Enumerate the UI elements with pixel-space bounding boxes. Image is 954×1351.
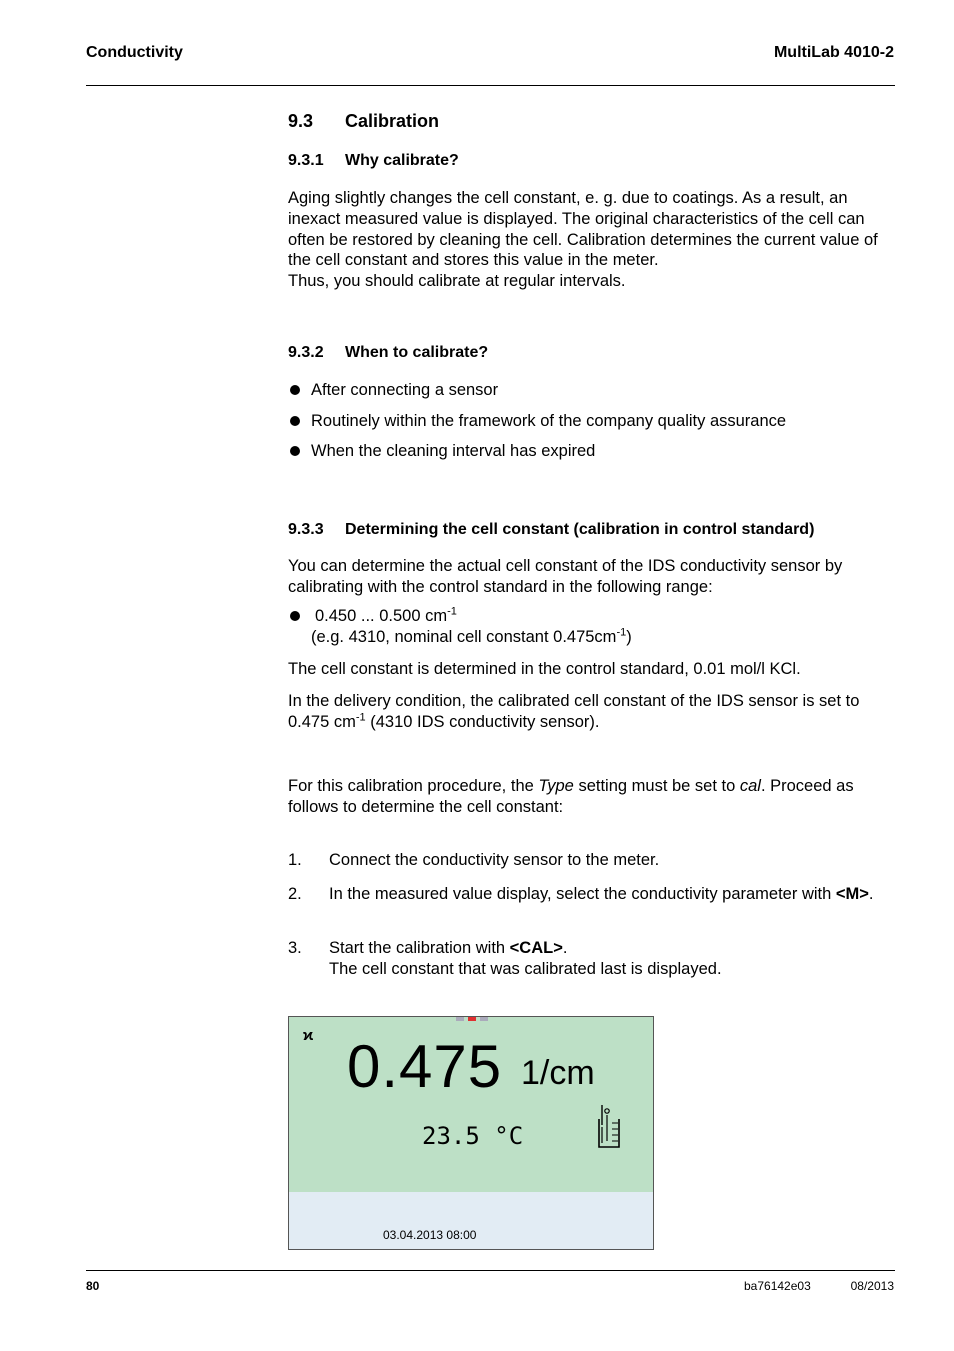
display-measurement-area bbox=[289, 1017, 653, 1192]
section-number: 9.3.3 bbox=[288, 521, 324, 538]
document-date: 08/2013 bbox=[850, 1279, 894, 1293]
bullet-icon bbox=[290, 611, 300, 621]
section-title: When to calibrate? bbox=[345, 344, 489, 361]
section-number: 9.3.2 bbox=[288, 344, 324, 361]
temperature-value: 23.5 °C bbox=[422, 1122, 524, 1150]
footer-rule bbox=[86, 1270, 895, 1271]
section-heading-9-3-1 bbox=[288, 152, 888, 174]
step-item: 2. In the measured value display, select the conductivity parameter with <M>. bbox=[288, 885, 874, 903]
cell-constant-value: 0.475 bbox=[347, 1033, 503, 1100]
meter-display bbox=[288, 1016, 654, 1250]
header-rule bbox=[86, 85, 895, 86]
section-title: Calibration bbox=[345, 111, 440, 131]
running-header-product: MultiLab 4010-2 bbox=[773, 44, 894, 61]
type-setting-paragraph: For this calibration procedure, the Type setting must be set to cal. Proceed as follows to determine the cell constant: bbox=[288, 777, 854, 816]
conductivity-sensor-icon: ϰ bbox=[303, 1027, 314, 1044]
page-number: 80 bbox=[86, 1279, 100, 1293]
section-heading-9-3-3 bbox=[288, 521, 908, 543]
why-calibrate-conclusion: Thus, you should calibrate at regular intervals. bbox=[288, 272, 626, 290]
bullet-icon bbox=[290, 385, 300, 395]
bullet-icon bbox=[290, 446, 300, 456]
running-header-section: Conductivity bbox=[86, 44, 183, 61]
cell-constant-unit: 1/cm bbox=[521, 1054, 595, 1092]
control-standard-paragraph: The cell constant is determined in the control standard, 0.01 mol/l KCl. bbox=[288, 660, 801, 678]
step-item: 3. Start the calibration with <CAL>. The cell constant that was calibrated last is displayed. bbox=[288, 939, 722, 978]
document-number: ba76142e03 bbox=[744, 1279, 811, 1293]
section-number: 9.3.1 bbox=[288, 152, 324, 169]
step-item: 1. Connect the conductivity sensor to the meter. bbox=[288, 851, 660, 869]
active-page-indicator bbox=[468, 1017, 476, 1021]
key-cal: <CAL> bbox=[509, 939, 563, 957]
key-m: <M> bbox=[835, 885, 869, 903]
section-number: 9.3 bbox=[288, 111, 314, 131]
page-indicator bbox=[456, 1017, 488, 1021]
section-heading-9-3-2 bbox=[288, 344, 888, 366]
delivery-condition-paragraph: In the delivery condition, the calibrated cell constant of the IDS sensor is set to 0.475 $cm^{-1}$ (4310 IDS conductivity sensor). bbox=[288, 692, 860, 731]
why-calibrate-paragraph: Aging slightly changes the cell constant, e. g. due to coatings. As a result, an inexact measured value is displayed. The original characteristics of the cell can often be restored by cleaning the cell. Calibration determines the current value of the cell constant and stores this value in the meter. bbox=[288, 189, 878, 270]
section-title: Why calibrate? bbox=[345, 152, 459, 169]
cell-constant-intro: You can determine the actual cell constant of the IDS conductivity sensor by calibrating with the control standard in the following range: bbox=[288, 557, 843, 596]
beaker-sensor-icon bbox=[597, 1101, 623, 1149]
section-heading-9-3 bbox=[288, 111, 888, 135]
bullet-icon bbox=[290, 416, 300, 426]
section-title: Determining the cell constant (calibration in control standard) bbox=[345, 521, 815, 538]
display-datetime: 03.04.2013 08:00 bbox=[383, 1228, 477, 1242]
